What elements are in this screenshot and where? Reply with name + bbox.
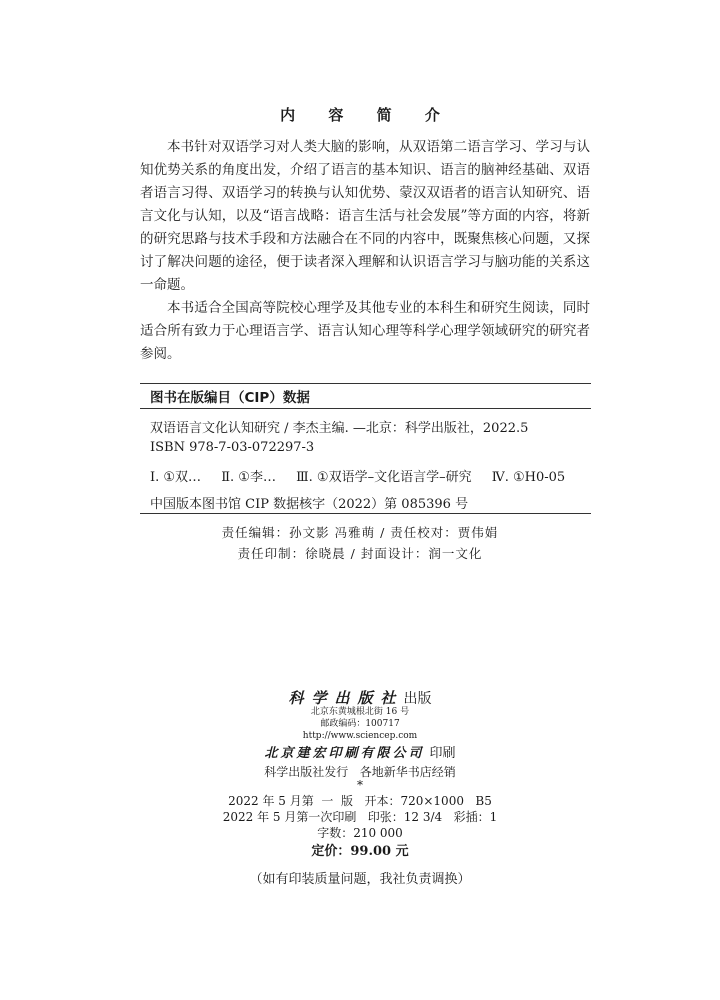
edition-line: 2022 年 5 月第 一 版 开本：720×1000 B5 xyxy=(228,794,492,808)
printer-suffix: 印刷 xyxy=(429,746,456,761)
separator-star: * xyxy=(357,778,363,792)
credits-line-1: 责任编辑：孙文影 冯雅萌 / 责任校对：贾伟娟 xyxy=(221,525,499,540)
cip-title: 图书在版编目（CIP）数据 xyxy=(150,390,310,406)
publisher-name: 科学出版社 xyxy=(288,689,404,707)
cip-classification xyxy=(150,466,581,485)
cip-class-2: Ⅱ. ①李… xyxy=(221,470,276,485)
distribution-line: 科学出版社发行 各地新华书店经销 xyxy=(264,765,456,779)
cip-catalog-line: 双语语言文化认知研究 / 李杰主编. —北京：科学出版社，2022.5 xyxy=(150,421,529,436)
publisher-website: http://www.sciencep.com xyxy=(302,731,418,741)
cip-isbn: ISBN 978-7-03-072297-3 xyxy=(150,440,315,455)
cip-class-3: Ⅲ. ①双语学–文化语言学–研究 xyxy=(296,470,472,485)
cip-title-rule xyxy=(140,408,591,409)
summary-heading: 内 容 简 介 xyxy=(280,106,454,124)
quality-notice: （如有印装质量问题，我社负责调换） xyxy=(249,872,471,887)
summary-paragraph-2: 本书适合全国高等院校心理学及其他专业的本科生和研究生阅读，同时适合所有致力于心理语言学、语言认知心理等科学心理学领域研究的研究者参阅。 xyxy=(140,300,590,362)
word-count: 字数：210 000 xyxy=(317,826,403,840)
publisher-postcode: 邮政编码：100717 xyxy=(320,719,400,729)
publisher-suffix: 出版 xyxy=(403,691,432,707)
printing-line: 2022 年 5 月第一次印刷 印张：12 3/4 彩插：1 xyxy=(222,810,498,824)
summary-paragraph-1: 本书针对双语学习对人类大脑的影响，从双语第二语言学习、学习与认知优势关系的角度出发，介绍了语言的基本知识、语言的脑神经基础、双语者语言习得、双语学习的转换与认知优势、蒙汉双语者的语言认知研究、语言文化与认知，以及“语言战略：语言生活与社会发展”等方面的内容，将新的研究思路与技术手段和方法融合在不同的内容中，既聚焦核心问题，又探讨了解决问题的途径，便于读者深入理解和认识语言学习与脑功能的关系这一命题。 xyxy=(140,139,590,293)
publisher-address: 北京东黄城根北街 16 号 xyxy=(310,707,410,717)
cip-bottom-rule xyxy=(140,513,591,514)
cip-top-rule xyxy=(140,383,591,384)
cip-record-number: 中国版本图书馆 CIP 数据核字（2022）第 085396 号 xyxy=(150,497,469,512)
credits-line-2: 责任印制：徐晓晨 / 封面设计：润一文化 xyxy=(237,546,483,561)
cip-class-4: Ⅳ. ①H0-05 xyxy=(491,470,566,485)
cip-class-1: Ⅰ. ①双… xyxy=(150,470,202,485)
printer-line xyxy=(0,742,720,761)
printer-name: 北京建宏印刷有限公司 xyxy=(264,746,425,761)
price: 定价：99.00 元 xyxy=(311,844,409,859)
publisher-line xyxy=(0,687,720,708)
summary-body xyxy=(140,136,590,366)
